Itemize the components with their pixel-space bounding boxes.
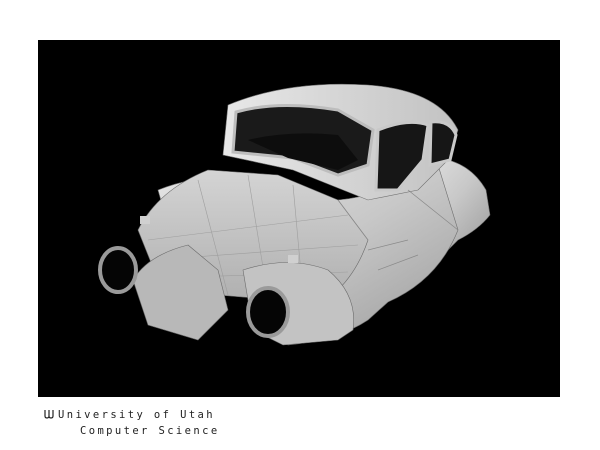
car-render xyxy=(38,40,560,397)
marker-right xyxy=(288,255,298,263)
rendered-car-photo xyxy=(38,40,560,397)
headlight-right xyxy=(248,288,288,336)
caption-university: University of Utah xyxy=(58,409,215,421)
headlight-left xyxy=(100,248,136,292)
university-logo-icon xyxy=(44,409,54,419)
caption-line-1 xyxy=(44,407,220,423)
caption-line-2: Computer Science xyxy=(80,425,220,437)
marker-left xyxy=(140,216,150,224)
caption xyxy=(44,407,220,439)
